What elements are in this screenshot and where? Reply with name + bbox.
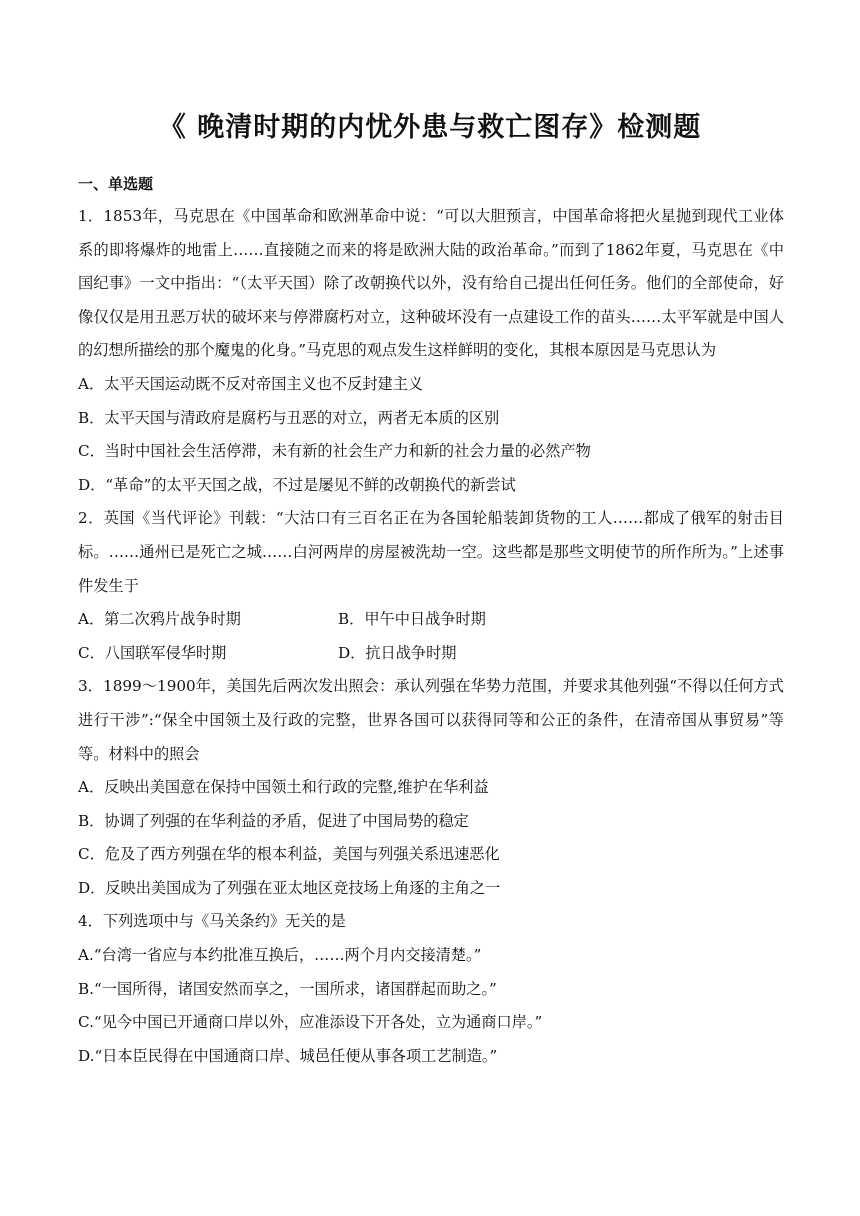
option-d: D．“革命”的太平天国之战，不过是屡见不鲜的改朝换代的新尝试 (78, 475, 516, 494)
question-3 (78, 670, 784, 905)
option-c: C．危及了西方列强在华的根本利益，美国与列强关系迅速恶化 (78, 845, 500, 864)
question-4 (78, 905, 784, 1073)
section-heading: 一、单选题 (78, 175, 154, 193)
option-b: B.“一国所得，诸国安然而享之，一国所求，诸国群起而助之。” (78, 979, 497, 998)
document-title: 《 晚清时期的内忧外患与救亡图存》检测题 (158, 112, 702, 143)
option-b: B．太平天国与清政府是腐朽与丑恶的对立，两者无本质的区别 (78, 408, 500, 427)
question-stem: 3．1899～1900年，美国先后两次发出照会：承认列强在华势力范围，并要求其他列强“不得以任何方式进行干涉”:“保全中国领土及行政的完整，世界各国可以获得同等和公正的条件，在清帝国从事贸易”等等。材料中的照会 (78, 677, 784, 763)
option-a: A．反映出美国意在保持中国领土和行政的完整,维护在华利益 (78, 778, 489, 797)
option-a: A.“台湾一省应与本约批准互换后，……两个月内交接清楚。” (78, 946, 482, 965)
question-stem: 1．1853年，马克思在《中国革命和欧洲革命中说：“可以大胆预言，中国革命将把火星抛到现代工业体系的即将爆炸的地雷上……直接随之而来的将是欧洲大陆的政治革命。”而到了1862年夏，马克思在《中国纪事》一文中指出：“（太平天国）除了改朝换代以外，没有给自己提出任何任务。他们的全部使命，好像仅仅是用丑恶万状的破坏来与停滞腐朽对立，这种破坏没有一点建设工作的苗头……太平军就是中国人的幻想所描绘的那个魔鬼的化身。”马克思的观点发生这样鲜明的变化，其根本原因是马克思认为 (78, 207, 784, 360)
question-list (78, 200, 784, 1073)
option-c: C.“见今中国已开通商口岸以外，应准添设下开各处，立为通商口岸。” (78, 1013, 543, 1032)
option-b: B．协调了列强的在华利益的矛盾，促进了中国局势的稳定 (78, 811, 469, 830)
option-b: B．甲午中日战争时期 (338, 610, 486, 629)
option-a: A．第二次鸦片战争时期 (78, 610, 241, 629)
option-d: D．抗日战争时期 (338, 643, 457, 662)
option-c: C．八国联军侵华时期 (78, 643, 227, 662)
option-d: D.“日本臣民得在中国通商口岸、城邑任便从事各项工艺制造。” (78, 1046, 498, 1065)
question-stem: 2．英国《当代评论》刊载：“大沽口有三百名正在为各国轮船装卸货物的工人……都成了俄军的射击目标。……通州已是死亡之城……白河两岸的房屋被洗劫一空。这些都是那些文明使节的所作所为。”上述事件发生于 (78, 509, 784, 595)
question-stem: 4．下列选项中与《马关条约》无关的是 (78, 912, 346, 931)
question-2 (78, 502, 784, 670)
option-row (78, 637, 784, 671)
option-row (78, 603, 784, 637)
option-c: C．当时中国社会生活停滞，未有新的社会生产力和新的社会力量的必然产物 (78, 442, 591, 461)
question-1 (78, 200, 784, 502)
option-d: D．反映出美国成为了列强在亚太地区竞技场上角逐的主角之一 (78, 878, 501, 897)
option-a: A．太平天国运动既不反对帝国主义也不反封建主义 (78, 374, 424, 393)
